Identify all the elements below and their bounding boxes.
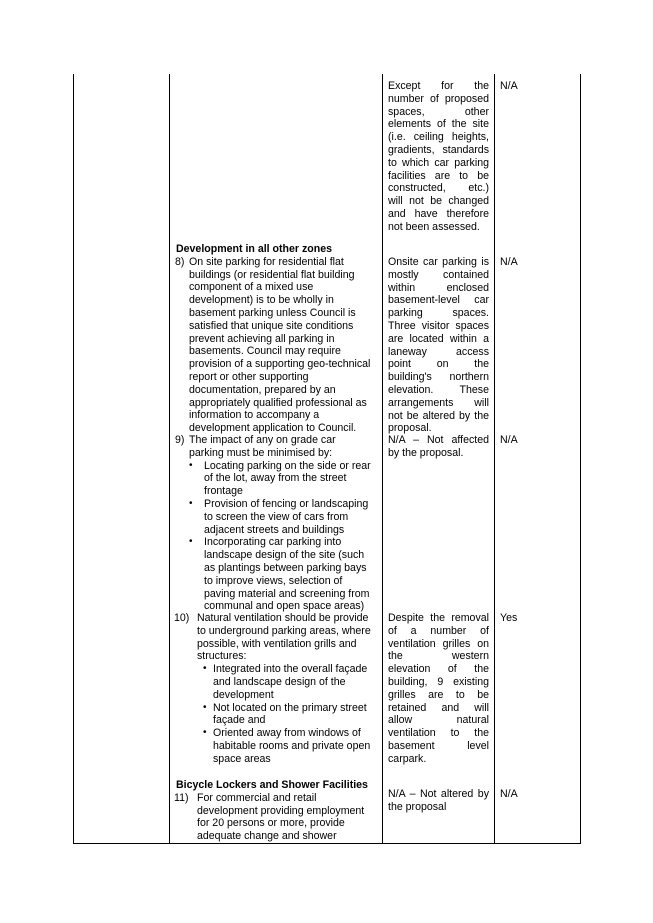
proposal-text-line: parking spaces. xyxy=(388,307,489,320)
proposal-text-line: carpark. xyxy=(388,752,427,765)
proposal-text-line: proposal. xyxy=(388,422,432,435)
control-text-line: development) is to be wholly in xyxy=(189,294,334,307)
bullet-icon: • xyxy=(189,459,193,471)
control-number: 11) xyxy=(174,791,189,804)
complies-value: N/A xyxy=(500,434,518,446)
proposal-text-line: will not be changed xyxy=(388,195,489,208)
proposal-text-line: Despite the removal xyxy=(388,612,489,624)
bullet-icon: • xyxy=(203,727,207,739)
bullet-text-line: Incorporating car parking into xyxy=(204,536,342,549)
control-text-line: basement parking unless Council is xyxy=(189,307,356,319)
control-number: 8) xyxy=(175,255,185,268)
proposal-text-line: N/A – Not affected xyxy=(388,434,489,446)
control-text-line: satisfied that unique site conditions xyxy=(189,319,354,332)
proposal-text-line: basement-level car xyxy=(388,294,489,307)
proposal-text-line: arrangements will xyxy=(388,396,489,409)
table-bottom-border xyxy=(73,843,581,844)
proposal-text-line: allow natural xyxy=(388,714,489,727)
bullet-text-line: development xyxy=(213,688,274,701)
bullet-text-line: frontage xyxy=(204,485,243,498)
table-col-divider-1 xyxy=(169,74,170,844)
control-text-line: information to accompany a xyxy=(189,409,320,422)
table-col-divider-3 xyxy=(494,74,495,844)
bullet-icon: • xyxy=(189,536,193,548)
proposal-text-line: spaces, other xyxy=(388,105,489,118)
bullet-text-line: adjacent streets and buildings xyxy=(204,523,345,536)
proposal-text-line: constructed, etc.) xyxy=(388,182,489,195)
bullet-text-line: Oriented away from windows of xyxy=(213,727,361,740)
proposal-text-line: Except for the xyxy=(388,80,489,92)
bullet-text-line: Integrated into the overall façade xyxy=(213,663,368,676)
bullet-text-line: to improve views, selection of xyxy=(204,574,343,587)
proposal-text-line: facilities are to be xyxy=(388,169,489,182)
control-text-line: appropriately qualified professional as xyxy=(189,396,367,409)
proposal-text-line: are located within a xyxy=(388,332,489,345)
proposal-text-line: number of proposed xyxy=(388,92,489,105)
bullet-text-line: space areas xyxy=(213,752,271,765)
bullet-text-line: façade and xyxy=(213,714,266,727)
proposal-text-line: of a number of xyxy=(388,624,489,637)
proposal-text-line: the western xyxy=(388,650,489,663)
control-text-line: to underground parking areas, where xyxy=(197,624,371,637)
control-text-line: adequate change and shower xyxy=(197,830,337,843)
bullet-text-line: habitable rooms and private open xyxy=(213,740,371,752)
complies-value: Yes xyxy=(500,612,518,624)
proposal-text-line: mostly contained xyxy=(388,268,489,281)
proposal-text-line: elevation. These xyxy=(388,384,489,396)
control-text-line: basements. Council may require xyxy=(189,345,341,358)
control-text-line: buildings (or residential flat building xyxy=(189,268,355,281)
complies-value: N/A xyxy=(500,80,518,92)
proposal-text-line: laneway access xyxy=(388,345,489,358)
control-number: 10) xyxy=(174,612,190,624)
proposal-text-line: not been assessed. xyxy=(388,220,480,233)
control-text-line: Natural ventilation should be provide xyxy=(197,612,369,624)
control-text-line: parking must be minimised by: xyxy=(189,446,333,459)
control-text-line: for 20 persons or more, provide xyxy=(197,817,345,830)
proposal-text-line: within enclosed xyxy=(388,281,489,294)
proposal-text-line: by the proposal. xyxy=(388,446,464,459)
control-number: 9) xyxy=(175,434,185,446)
bullet-text-line: Locating parking on the side or rear xyxy=(204,459,371,472)
control-text-line: development application to Council. xyxy=(189,422,357,435)
control-text-line: structures: xyxy=(197,650,247,663)
proposal-text-line: (i.e. ceiling heights, xyxy=(388,131,489,144)
proposal-text-line: to which car parking xyxy=(388,156,489,169)
bullet-text-line: communal and open space areas) xyxy=(204,600,365,613)
control-text-line: provision of a supporting geo-technical xyxy=(189,358,371,371)
proposal-text-line: ventilation grilles on xyxy=(388,637,489,650)
proposal-text-line: the proposal xyxy=(388,800,447,813)
proposal-text-line: retained and will xyxy=(388,701,489,714)
bullet-icon: • xyxy=(203,663,207,675)
table-right-border xyxy=(580,74,581,844)
bullet-icon: • xyxy=(189,498,193,509)
section-heading: Bicycle Lockers and Shower Facilities xyxy=(176,779,368,791)
proposal-text-line: building, 9 existing xyxy=(388,676,489,688)
control-text-line: The impact of any on grade car xyxy=(189,434,336,446)
proposal-text-line: Three visitor spaces xyxy=(388,320,489,332)
proposal-text-line: ventilation to the xyxy=(388,727,489,740)
proposal-text-line: basement level xyxy=(388,740,489,752)
proposal-text-line: Onsite car parking is xyxy=(388,256,489,268)
bullet-text-line: to screen the view of cars from xyxy=(204,510,349,523)
control-text-line: possible, with ventilation grills and xyxy=(197,637,357,650)
bullet-text-line: paving material and screening from xyxy=(204,587,370,600)
control-text-line: prevent achieving all parking in xyxy=(189,332,335,345)
proposal-text-line: building's northern xyxy=(388,371,489,384)
bullet-text-line: Not located on the primary street xyxy=(213,701,367,714)
table-left-border xyxy=(73,74,74,844)
proposal-text-line: point on the xyxy=(388,358,489,371)
bullet-text-line: of the lot, away from the street xyxy=(204,472,347,485)
control-text-line: For commercial and retail xyxy=(197,791,317,804)
bullet-text-line: and landscape design of the xyxy=(213,676,346,688)
complies-value: N/A xyxy=(500,256,518,268)
bullet-text-line: as plantings between parking bays xyxy=(204,562,367,574)
proposal-text-line: elevation of the xyxy=(388,663,489,676)
proposal-text-line: and have therefore xyxy=(388,208,489,220)
proposal-text-line: gradients, standards xyxy=(388,144,489,156)
section-heading: Development in all other zones xyxy=(176,243,332,255)
proposal-text-line: N/A – Not altered by xyxy=(388,788,489,800)
bullet-text-line: Provision of fencing or landscaping xyxy=(204,498,369,510)
bullet-icon: • xyxy=(203,701,207,713)
control-text-line: component of a mixed use xyxy=(189,281,314,294)
bullet-text-line: landscape design of the site (such xyxy=(204,549,365,562)
proposal-text-line: elements of the site xyxy=(388,118,489,131)
control-text-line: development providing employment xyxy=(197,804,365,817)
table-col-divider-2 xyxy=(382,74,383,844)
complies-value: N/A xyxy=(500,788,518,800)
control-text-line: documentation, prepared by an xyxy=(189,383,336,396)
control-text-line: report or other supporting xyxy=(189,371,309,383)
proposal-text-line: not be altered by the xyxy=(388,409,489,422)
proposal-text-line: grilles are to be xyxy=(388,688,489,701)
control-text-line: On site parking for residential flat xyxy=(189,255,344,268)
